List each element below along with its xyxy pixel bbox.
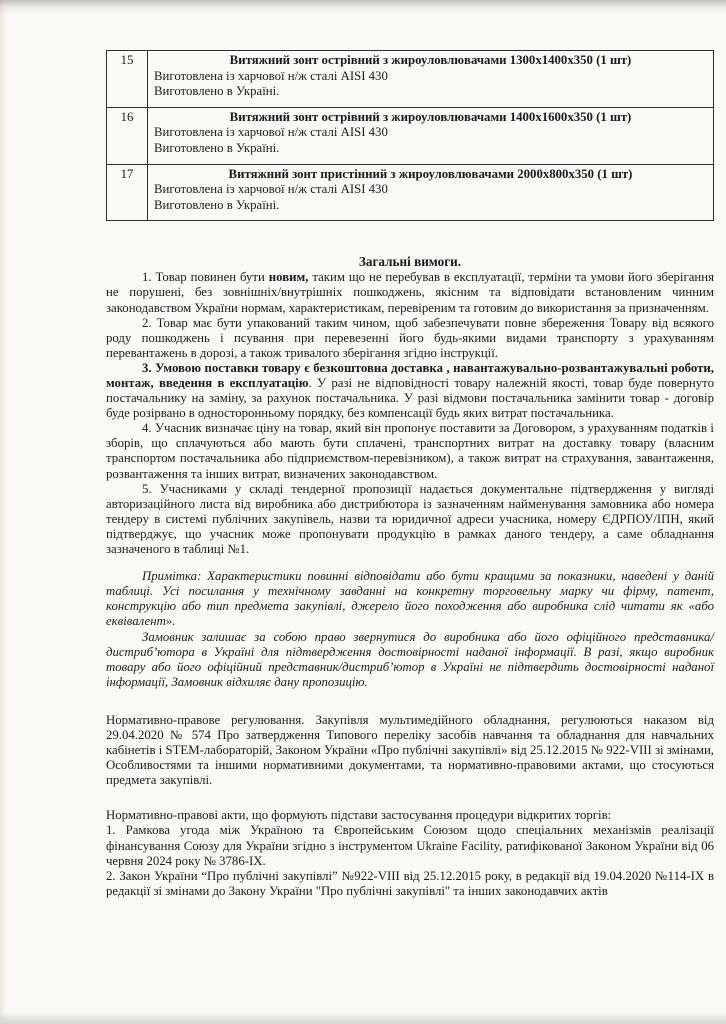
item-number: 17 [107, 164, 148, 221]
general-paragraph [106, 316, 714, 361]
general-paragraph [106, 421, 714, 481]
items-table [106, 50, 714, 221]
item-spec-line: Виготовлено в Україні. [154, 84, 280, 99]
item-title: Витяжний зонт острівний з жироуловлювачами 1400x1600x350 (1 шт) [229, 109, 632, 124]
act-item: 1. Рамкова угода між Україною та Європейським Союзом щодо спеціальних механізмів реалізації фінансування Союзу для України згідно з інструментом Ukraine Facility, ратифікованої Законом України від 06 червня 2024 року № 3786-IX. [106, 823, 714, 868]
item-content [148, 164, 714, 221]
scan-edge-bottom [0, 1012, 726, 1024]
table-row [107, 107, 714, 164]
text-run: . У разі не відповідності товару належній якості, товар буде повернуто постачальнику на заміну, за рахунок постачальника. У разі відмови постачальника замінити товар - договір буде розірвано в односторонньому порядку, без компенсації будь яких витрат постачальника. [106, 376, 714, 421]
text-run: таким що не перебував в експлуатації, терміни та умови його зберігання не порушені, без зовнішніх/внутрішніх пошкоджень, якісним та відповідати встановленим чинним законодавством України нормам, характеристикам, перевіреним та готовим до використання за призначенням. [106, 270, 714, 315]
text-run: 1. Товар повинен бути [142, 270, 269, 285]
item-spec-line: Виготовлена із харчової н/ж сталі AISI 430 [154, 68, 388, 83]
item-content [148, 107, 714, 164]
note-paragraph: Примітка: Характеристики повинні відповідати або бути кращими за показники, наведені у даній таблиці. Усі посилання у технічному завданні на конкретну торговельну марку чи фірму, патент, конструкцію або тип предмета закупівлі, джерело його походження або виробника слід читати як «або еквівалент». [106, 569, 714, 629]
general-paragraph [106, 270, 714, 315]
item-spec-line: Виготовлено в Україні. [154, 140, 280, 155]
bold-text-run: 3. Умовою поставки товару є безкоштовна доставка , навантажувально-розвантажувальні роботи, монтаж, введення в експлуатацію [106, 360, 714, 390]
item-number: 16 [107, 107, 148, 164]
item-number: 15 [107, 51, 148, 108]
item-title: Витяжний зонт пристінний з жироуловлювачами 2000x800x350 (1 шт) [228, 166, 633, 181]
items-table-body [107, 51, 714, 221]
acts-section [106, 808, 714, 899]
note-paragraph: Замовник залишає за собою право звернутися до виробника або його офіційного представника/дистриб’ютора в Україні для підтвердження достовірності наданої інформації. В разі, якщо виробник товару або його офіційний представник/дистриб’ютор в Україні не підтвердить достовірності наданої інформації, Замовник відхиляє дану пропозицію. [106, 629, 714, 689]
item-content [148, 51, 714, 108]
item-spec-line: Виготовлена із харчової н/ж сталі AISI 430 [154, 125, 388, 140]
general-requirements-heading: Загальні вимоги. [358, 254, 462, 270]
table-row [107, 51, 714, 108]
note-section [106, 569, 714, 690]
general-paragraph [106, 482, 714, 557]
act-item: 2. Закон України “Про публічні закупівлі” №922-VIII від 25.12.2015 року, в редакції від 19.04.2020 №114-IX в редакції зі змінами до Закону України "Про публічні закупівлі" та інших законодавчих актів [106, 868, 714, 898]
acts-list [106, 823, 714, 898]
item-spec-line: Виготовлено в Україні. [154, 197, 280, 212]
text-run: 4. Учасник визначає ціну на товар, який він пропонує поставити за Договором, з урахуванням податків і зборів, що сплачуються або мають бути сплачені, транспортних витрат на доставку товару (власним транспортом постачальника або підприємством-перевізником), а також витрат на страхування, завантаження, розвантаження та інших витрат, визначених законодавством. [106, 421, 714, 481]
regulation-paragraph: Нормативно-правове регулювання. Закупівля мультимедійного обладнання, регулюються наказом від 29.04.2020 № 574 Про затвердження Типового переліку засобів навчання та обладнання для навчальних кабінетів і STEM-лабораторій, Законом України «Про публічні закупівлі» від 25.12.2015 № 922-VIII зі змінами, Особливостями та іншими нормативними документами, та нормативно-правовими актами, що стосуються предмета закупівлі. [106, 712, 714, 788]
text-run: 2. Товар має бути упакований таким чином, щоб забезпечувати повне збереження Товару від всякого роду пошкоджень і псування при перевезенні його будь-якими видами транспорту з урахуванням перевантажень в дорозі, а також тривалого зберігання згідно інструкції. [106, 315, 714, 360]
acts-intro: Нормативно-правові акти, що формують підстави застосування процедури відкритих торгів: [106, 808, 612, 823]
general-requirements-section [106, 270, 714, 557]
bold-text-run: новим, [268, 270, 309, 285]
item-spec-line: Виготовлена із харчової н/ж сталі AISI 430 [154, 182, 388, 197]
table-row [107, 164, 714, 221]
item-title: Витяжний зонт острівний з жироуловлювачами 1300x1400x350 (1 шт) [229, 53, 632, 67]
general-paragraph [106, 361, 714, 421]
text-run: 5. Учасниками у складі тендерної пропозиції надається документальне підтвердження у вигляді авторизаційного листа від виробника або дистрибютора із зазначенням найменування замовника або номера тендеру в системі публічних закупівель, назви та юридичної адреси учасника, номеру ЄДРПОУ/ІПН, який підтверджує, що учасник може пропонувати продукцію в рамках даного тендеру, а саме обладнання зазначеного в таблиці №1. [106, 481, 714, 557]
